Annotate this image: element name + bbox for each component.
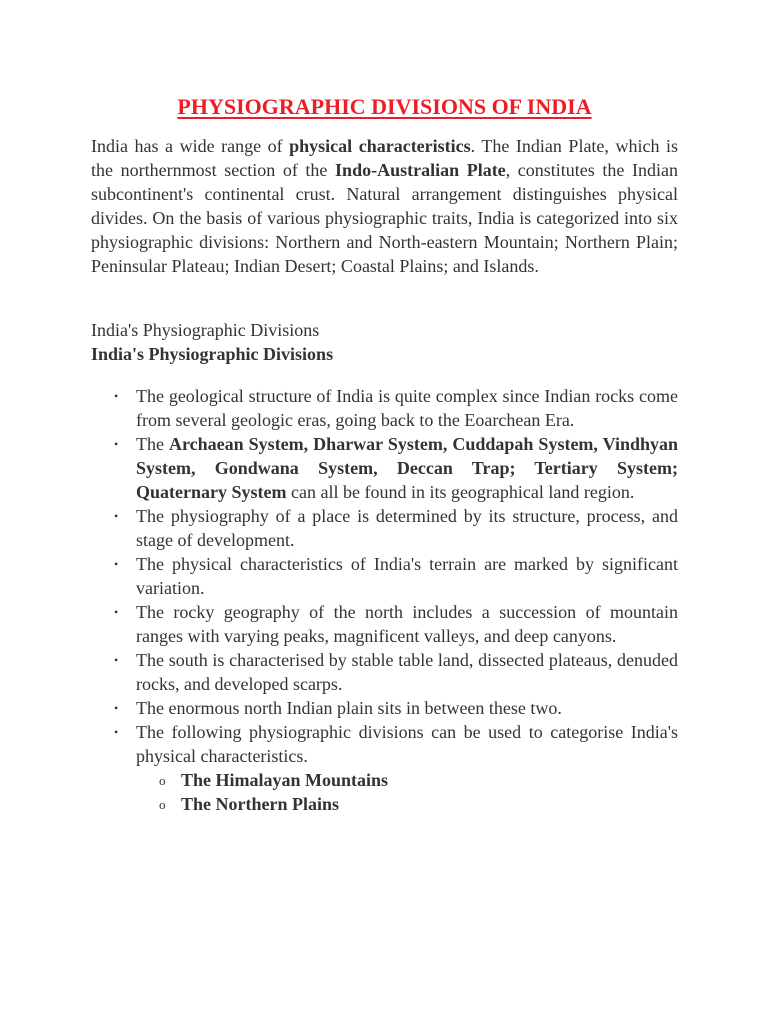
list-item xyxy=(136,720,678,816)
intro-bold-indo-australian-plate: Indo-Australian Plate xyxy=(335,160,506,180)
intro-paragraph xyxy=(91,134,678,278)
list-item xyxy=(136,384,678,432)
list-item-text: The physical characteristics of India's terrain are marked by significant variation. xyxy=(136,554,678,598)
intro-bold-physical-characteristics: physical characteristics xyxy=(289,136,471,156)
list-item-text: The geological structure of India is quite complex since Indian rocks come from several geologic eras, going back to the Eoarchean Era. xyxy=(136,386,678,430)
list-item xyxy=(136,648,678,696)
sub-list xyxy=(136,768,678,816)
page-title: PHYSIOGRAPHIC DIVISIONS OF INDIA xyxy=(177,94,592,119)
sub-list-item-himalayan-mountains: o The Himalayan Mountains xyxy=(181,768,678,792)
bullet-list xyxy=(91,384,678,816)
section-label: India's Physiographic Divisions xyxy=(91,320,320,340)
list-item-text: The enormous north Indian plain sits in between these two. xyxy=(136,698,562,718)
list-item-text: The following physiographic divisions can be used to categorise India's physical characteristics. xyxy=(136,722,678,766)
list-item-text: can all be found in its geographical land region. xyxy=(286,482,635,502)
section-heading: India's Physiographic Divisions xyxy=(91,344,334,364)
sub-list-item-northern-plains: o The Northern Plains xyxy=(181,792,678,816)
list-item xyxy=(136,552,678,600)
intro-text-1: India has a wide range of xyxy=(91,136,290,156)
list-item-text: The rocky geography of the north includes a succession of mountain ranges with varying peaks, magnificent valleys, and deep canyons. xyxy=(136,602,678,646)
list-item xyxy=(136,432,678,504)
intro-text-3: , constitutes the Indian subcontinent's continental crust. Natural arrangement distinguishes physical divides. On the basis of various physiographic traits, India is categorized into six physiographic divisions: Northern and North-eastern Mountain; Northern Plain; Peninsular Plateau; Indian Desert; Coastal Plains; and Islands. xyxy=(91,160,679,276)
list-item xyxy=(136,504,678,552)
list-item-text: The physiography of a place is determined by its structure, process, and stage of development. xyxy=(136,506,678,550)
document-page xyxy=(91,92,678,816)
list-item xyxy=(136,696,678,720)
list-item-text: The xyxy=(136,434,169,454)
intro-text-2: . The Indian Plate, which is the northernmost section of the xyxy=(91,136,678,180)
list-item-bold-systems: Archaean System, Dharwar System, Cuddapah System, Vindhyan System, Gondwana System, Deccan Trap; Tertiary System; Quaternary System xyxy=(136,434,678,502)
list-item xyxy=(136,600,678,648)
list-item-text: The south is characterised by stable table land, dissected plateaus, denuded rocks, and developed scarps. xyxy=(136,650,678,694)
